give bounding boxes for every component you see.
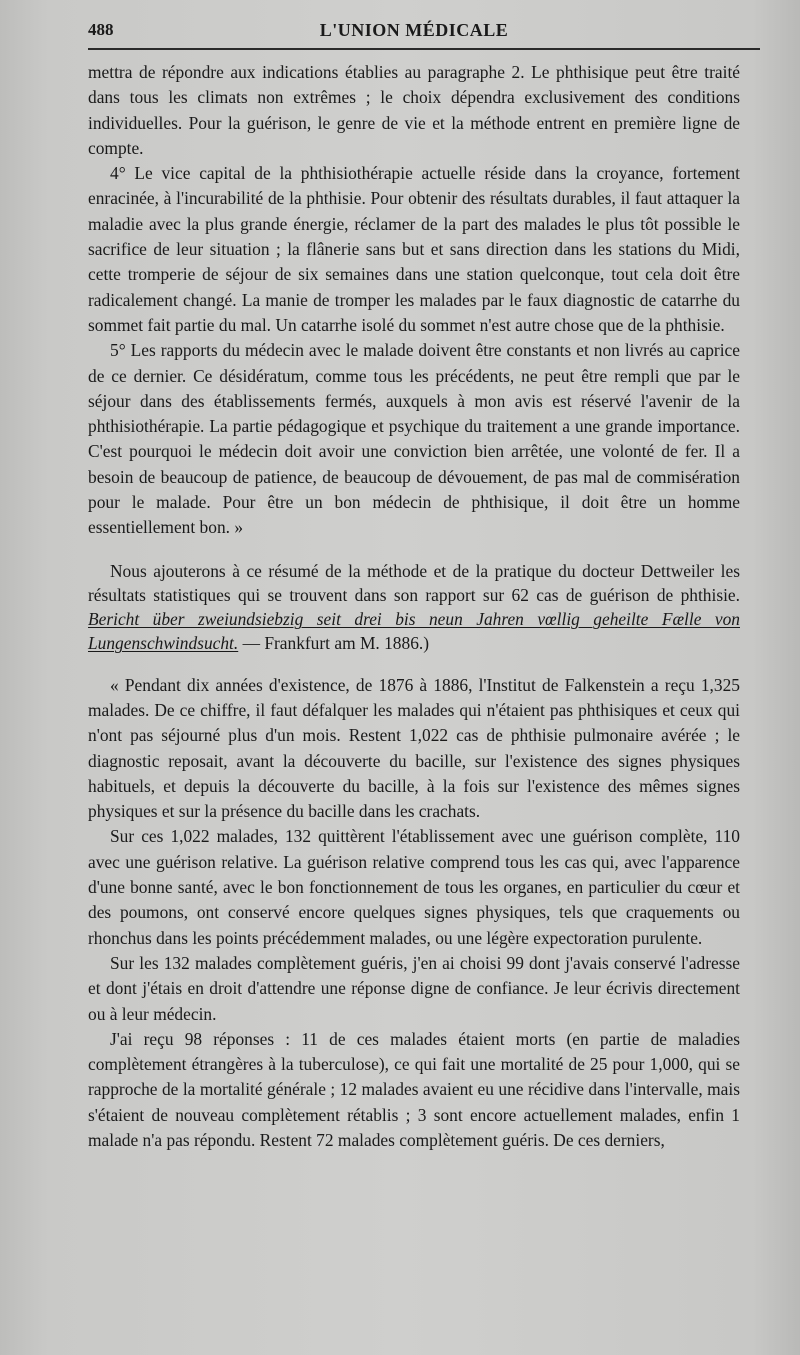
body-text: [88, 60, 740, 1153]
paragraph-point-5: 5° Les rapports du médecin avec le malade doivent être constants et non livrés au caprice de ce dernier. Ce désidératum, comme tous les précédents, ne peut être rempli que par le séjour dans des établissements fermés, auxquels à mon avis est réservé l'avenir de la phthisiothérapie. La partie pédagogique et psychique du traitement a une grande importance. C'est pourquoi le médecin doit avoir une conviction bien arrêtée, une volonté de fer. Il a besoin de beaucoup de patience, de beaucoup de dévouement, de pas mal de commisération pour le malade. Pour être un bon médecin de phthisique, il doit être un homme essentiellement bon. »: [88, 340, 740, 538]
german-report-title: Bericht über zweiundsiebzig seit drei bis neun Jahren vœllig geheilte Fælle von Lungenschwindsucht.: [88, 608, 740, 653]
paragraph-cures: Sur ces 1,022 malades, 132 quittèrent l'établissement avec une guérison complète, 110 avec une guérison relative. La guérison relative comprend tous les cas qui, avec l'apparence d'une bonne santé, avec le bon fonctionnement de tous les organes, en particulier du cœur et des poumons, ont conservé encore quelques signes physiques, tels que craquements ou rhonchus dans les points précédemment malades, ou une légère expectoration purulente.: [88, 826, 740, 948]
page-number: 488: [88, 20, 114, 39]
paragraph-statistics-intro: [88, 559, 740, 655]
page-header: [88, 14, 740, 48]
report-publication-info: — Frankfurt am M. 1886.): [238, 632, 430, 653]
paragraph-responses: J'ai reçu 98 réponses : 11 de ces malades étaient morts (en partie de maladies complètement étrangères à la tuberculose), ce qui fait une mortalité de 25 pour 1,000, qui se rapproche de la mortalité générale ; 12 malades avaient eu une récidive dans l'intervalle, mais s'étaient de nouveau complètement rétablis ; 3 sont encore actuellement malades, enfin 1 malade n'a pas répondu. Restent 72 malades complètement guéris. De ces derniers,: [88, 1028, 740, 1150]
paragraph-continuation: mettra de répondre aux indications établies au paragraphe 2. Le phthisique peut être traité dans tous les climats non extrêmes ; le choix dépendra exclusivement des conditions individuelles. Pour la guérison, le genre de vie et la méthode entrent en première ligne de compte.: [88, 62, 740, 158]
header-rule: [88, 48, 760, 50]
paragraph-falkenstein-cases: « Pendant dix années d'existence, de 1876 à 1886, l'Institut de Falkenstein a reçu 1,325 malades. De ce chiffre, il faut défalquer les malades qui n'étaient pas phthisiques et ceux qui n'ont pas séjourné plus d'un mois. Restent 1,022 cas de phthisie pulmonaire avérée ; le diagnostic reposait, avant la découverte du bacille, sur l'existence des signes physiques habituels, et depuis la découverte du bacille, à la fois sur l'existence des mêmes signes physiques et sur la présence du bacille dans les crachats.: [88, 674, 740, 822]
paragraph-selection: Sur les 132 malades complètement guéris, j'en ai choisi 99 dont j'avais conservé l'adresse et dont j'étais en droit d'attendre une réponse digne de confiance. Je leur écrivis directement ou à leur médecin.: [88, 952, 740, 1024]
statistics-intro-text: Nous ajouterons à ce résumé de la méthode et de la pratique du docteur Dettweiler les résultats statistiques qui se trouvent dans son rapport sur 62 cas de guérison de phthisie.: [88, 560, 740, 605]
paragraph-point-4: 4° Le vice capital de la phthisiothérapie actuelle réside dans la croyance, fortement enracinée, à l'incurabilité de la phthisie. Pour obtenir des résultats durables, il faut attaquer la maladie avec la plus grande énergie, réclamer de la part des malades le plus tôt possible le sacrifice de leur situation ; la flânerie sans but et sans direction dans les stations du Midi, cette tromperie de séjour de six semaines dans une station quelconque, tout cela doit être radicalement changé. La manie de tromper les malades par le faux diagnostic de catarrhe du sommet fait partie du mal. Un catarrhe isolé du sommet n'est autre chose que de la phthisie.: [88, 163, 740, 335]
running-title: L'UNION MÉDICALE: [319, 20, 509, 40]
